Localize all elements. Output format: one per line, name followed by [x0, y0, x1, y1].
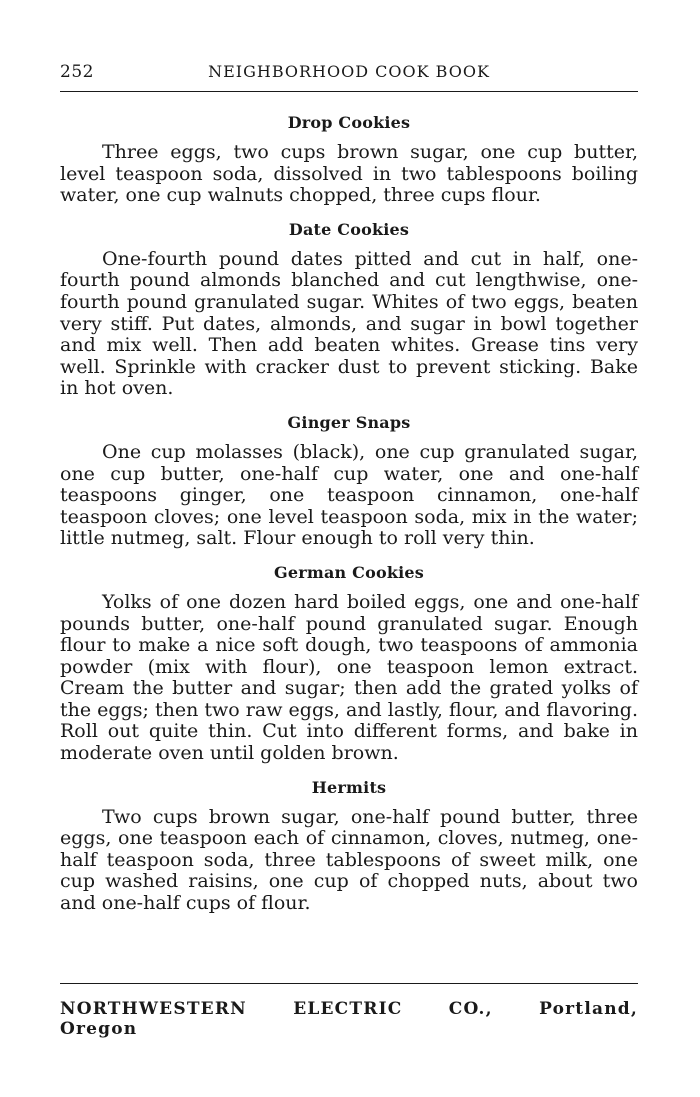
- recipe-title: Hermits: [311, 777, 387, 797]
- recipe-title: German Cookies: [273, 562, 424, 582]
- header-rule: [60, 91, 638, 92]
- recipe-title: Date Cookies: [288, 219, 410, 239]
- recipe-title: Drop Cookies: [287, 113, 411, 132]
- recipe-body: One-fourth pound dates pitted and cut in half, one-fourth pound almonds blanched and cut lengthwise, one-fourth pound granulated sugar. Whites of two eggs, beaten very stiff. Put dates, almonds, and sugar in bowl together and mix well. Then add beaten whites. Grease tins very well. Sprinkle with cracker dust to prevent sticking. Bake in hot oven.: [60, 247, 638, 400]
- recipe-body: Two cups brown sugar, one-half pound butter, three eggs, one teaspoon each of cinnamon, cloves, nutmeg, one-half teaspoon soda, three tablespoons of sweet milk, one cup washed raisins, one cup of chopped nuts, about two and one-half cups of flour.: [60, 805, 638, 915]
- recipe-list: [60, 112, 638, 927]
- page-number: 252: [60, 62, 94, 82]
- footer-rule: [60, 983, 638, 984]
- recipe-german-cookies: [60, 562, 638, 765]
- recipe-drop-cookies: [60, 112, 638, 207]
- recipe-body: Yolks of one dozen hard boiled eggs, one and one-half pounds butter, one-half pound granulated sugar. Enough flour to make a nice soft dough, two teaspoons of ammonia powder (mix with flour), one teaspoon lemon extract. Cream the butter and sugar; then add the grated yolks of the eggs; then two raw eggs, and lastly, flour, and flavoring. Roll out quite thin. Cut into different forms, and bake in moderate oven until golden brown.: [60, 590, 638, 765]
- recipe-body: One cup molasses (black), one cup granulated sugar, one cup butter, one-half cup water, one and one-half teaspoons ginger, one teaspoon cinnamon, one-half teaspoon cloves; one level teaspoon soda, mix in the water; little nutmeg, salt. Flour enough to roll very thin.: [60, 440, 638, 550]
- publisher-footer: NORTHWESTERN ELECTRIC CO., Portland, Oregon: [60, 999, 638, 1039]
- recipe-ginger-snaps: [60, 412, 638, 550]
- book-title: NEIGHBORHOOD COOK BOOK: [208, 62, 490, 81]
- recipe-title: Ginger Snaps: [287, 412, 411, 432]
- recipe-date-cookies: [60, 219, 638, 400]
- recipe-body: Three eggs, two cups brown sugar, one cup butter, level teaspoon soda, dissolved in two tablespoons boiling water, one cup walnuts chopped, three cups flour.: [60, 141, 638, 207]
- recipe-hermits: [60, 777, 638, 915]
- running-head: [60, 62, 638, 88]
